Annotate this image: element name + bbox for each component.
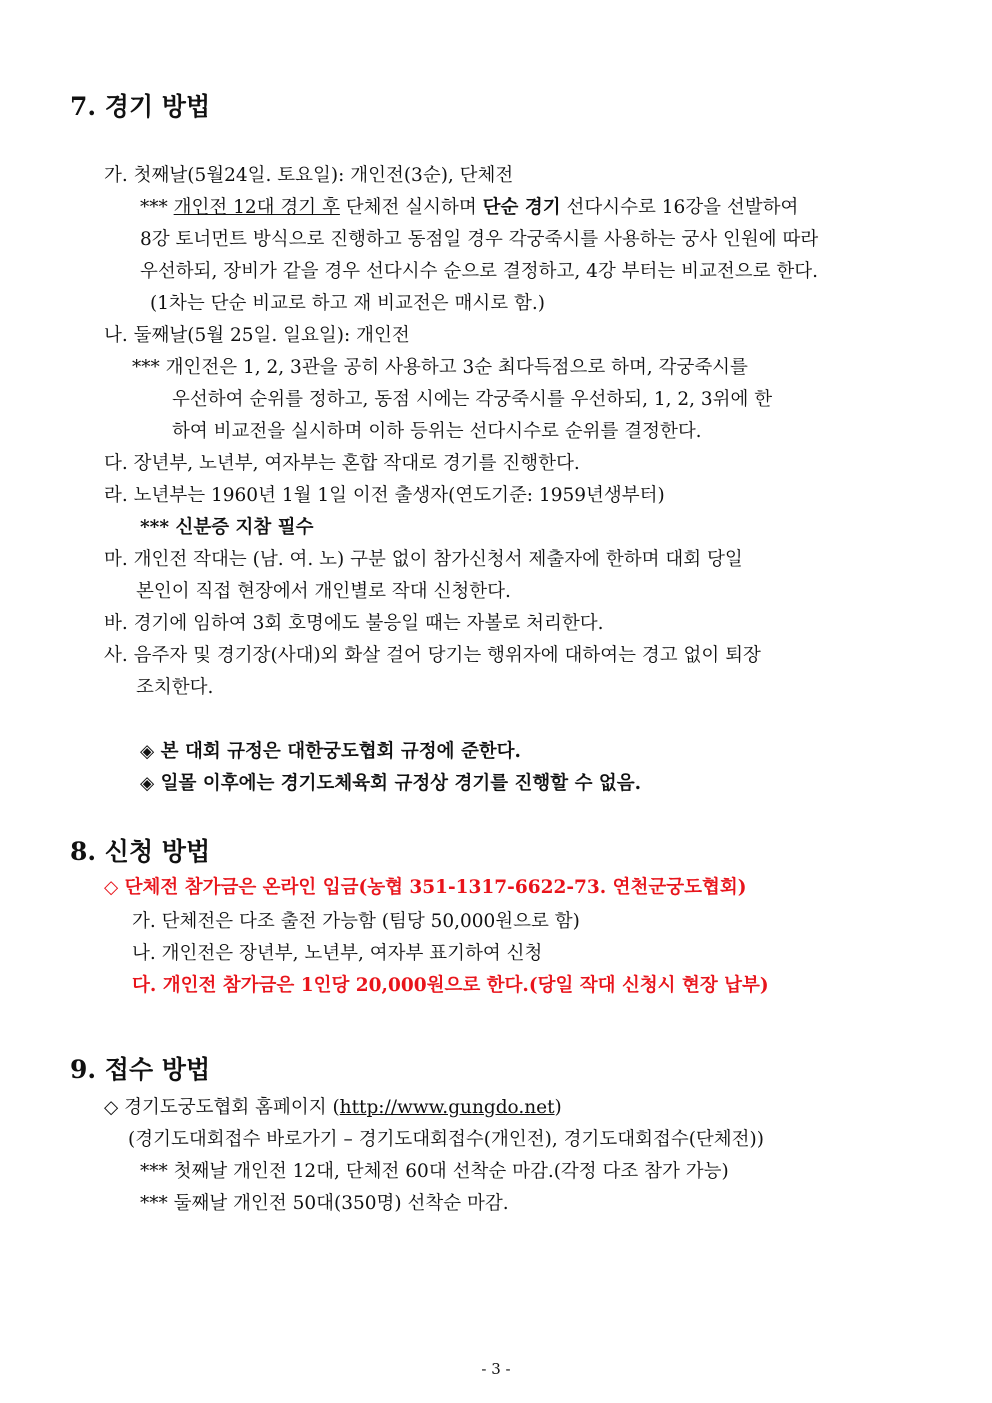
- section-9-heading: 9. 접수 방법: [70, 1055, 211, 1084]
- rule-kaa: ◈ 본 대회 규정은 대한궁도협회 규정에 준한다.: [140, 741, 521, 762]
- sec8-item-ga: 가. 단체전은 다조 출전 가능함 (팀당 50,000원으로 함): [132, 911, 580, 932]
- sec8-item-na: 나. 개인전은 장년부, 노년부, 여자부 표기하여 신청: [132, 943, 543, 964]
- sec8-item-da: 다. 개인전 참가금은 1인당 20,000원으로 한다.(당일 작대 신청시 현장 납부): [132, 975, 769, 996]
- section-8-heading: 8. 신청 방법: [70, 837, 211, 866]
- sec9-note-day1: *** 첫째날 개인전 12대, 단체전 60대 선착순 마감.(각정 다조 참가 가능): [140, 1161, 729, 1182]
- sec9-note-day2: *** 둘째날 개인전 50대(350명) 선착순 마감.: [140, 1193, 509, 1214]
- team-fee-notice: ◇ 단체전 참가금은 온라인 입금(농협 351-1317-6622-73. 연천군궁도협회): [104, 877, 747, 898]
- sec7-item-ga: 가. 첫째날(5월24일. 토요일): 개인전(3순), 단체전: [104, 165, 514, 186]
- sec7-ga-note: [140, 196, 798, 220]
- sec7-item-ra: 라. 노년부는 1960년 1월 1일 이전 출생자(연도기준: 1959년생부터): [104, 485, 665, 506]
- section-7-heading: 7. 경기 방법: [70, 92, 211, 121]
- note-mid: 단체전 실시하며: [339, 197, 483, 218]
- note-bold: 단순 경기: [482, 197, 561, 218]
- sec7-ga-line4: (1차는 단순 비교로 하고 재 비교전은 매시로 함.): [150, 293, 545, 314]
- homepage-link[interactable]: http://www.gungdo.net: [339, 1097, 555, 1118]
- sec7-na-line3: 하여 비교전을 실시하며 이하 등위는 선다시수로 순위를 결정한다.: [172, 421, 702, 442]
- homepage-prefix: ◇ 경기도궁도협회 홈페이지 (: [104, 1097, 340, 1118]
- sec7-item-da: 다. 장년부, 노년부, 여자부는 혼합 작대로 경기를 진행한다.: [104, 453, 580, 474]
- homepage-suffix: ): [554, 1097, 562, 1118]
- note-rest: 선다시수로 16강을 선발하여: [560, 197, 799, 218]
- sec7-item-ma-line2: 본인이 직접 현장에서 개인별로 작대 신청한다.: [136, 581, 511, 602]
- sec7-ga-line2: 8강 토너먼트 방식으로 진행하고 동점일 경우 각궁죽시를 사용하는 궁사 인원에 따라: [140, 229, 819, 250]
- sec7-item-ma-line1: 마. 개인전 작대는 (남. 여. 노) 구분 없이 참가신청서 제출자에 한하며 대회 당일: [104, 549, 743, 570]
- sec7-item-sa-line2: 조치한다.: [136, 677, 214, 698]
- sec7-ra-note: *** 신분증 지참 필수: [140, 517, 314, 538]
- note-prefix: ***: [140, 197, 174, 218]
- sec7-item-ba: 바. 경기에 임하여 3회 호명에도 불응일 때는 자볼로 처리한다.: [104, 613, 604, 634]
- sec7-na-line1: *** 개인전은 1, 2, 3관을 공히 사용하고 3순 최다득점으로 하며, 각궁죽시를: [132, 357, 748, 378]
- page-number: - 3 -: [481, 1360, 511, 1378]
- rule-sunset: ◈ 일몰 이후에는 경기도체육회 규정상 경기를 진행할 수 없음.: [140, 773, 642, 794]
- note-underlined: 개인전 12대 경기 후: [173, 197, 340, 218]
- sec7-item-na: 나. 둘째날(5월 25일. 일요일): 개인전: [104, 325, 410, 346]
- sec7-ga-line3: 우선하되, 장비가 같을 경우 선다시수 순으로 결정하고, 4강 부터는 비교전으로 한다.: [140, 261, 818, 282]
- shortcut-line: (경기도대회접수 바로가기 – 경기도대회접수(개인전), 경기도대회접수(단체전)): [128, 1129, 764, 1150]
- sec7-na-line2: 우선하여 순위를 정하고, 동점 시에는 각궁죽시를 우선하되, 1, 2, 3위에 한: [172, 389, 773, 410]
- homepage-line: [104, 1096, 562, 1120]
- sec7-item-sa-line1: 사. 음주자 및 경기장(사대)외 화살 걸어 당기는 행위자에 대하여는 경고 없이 퇴장: [104, 645, 761, 666]
